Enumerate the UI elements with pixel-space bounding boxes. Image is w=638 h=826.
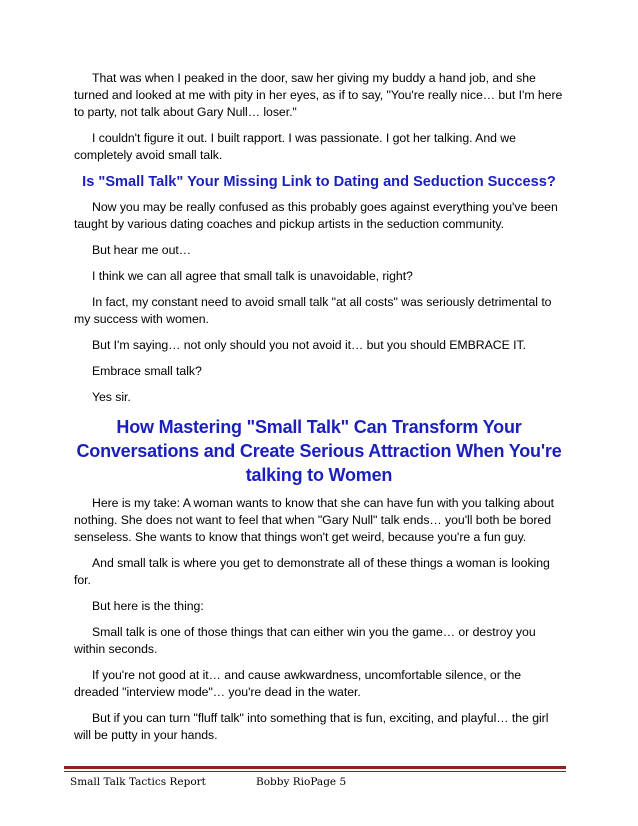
paragraph: Embrace small talk? bbox=[92, 364, 202, 378]
paragraph: That was when I peaked in the door, saw her giving my buddy a hand job, and she turned and looked at me with pity in her eyes, as if to say, "You're really nice… but I'm here to party, not talk about Gary Null… loser." bbox=[74, 71, 563, 119]
paragraph: But I'm saying… not only should you not avoid it… but you should EMBRACE IT. bbox=[92, 338, 526, 352]
paragraph: In fact, my constant need to avoid small talk "at all costs" was seriously detrimental to my success with women. bbox=[74, 295, 552, 326]
paragraph: I couldn't figure it out. I built rapport. I was passionate. I got her talking. And we completely avoid small talk. bbox=[74, 131, 516, 162]
paragraph: Here is my take: A woman wants to know that she can have fun with you talking about nothing. She does not want to feel that when "Gary Null" talk ends… you'll both be bored senseless. She wants to know that things won't get weird, because you're a fun guy. bbox=[74, 496, 555, 544]
footer-rule-thick bbox=[64, 766, 566, 769]
section-heading: How Mastering "Small Talk" Can Transform Your Conversations and Create Serious Attraction When You're talking to Women bbox=[76, 417, 562, 485]
paragraph: Small talk is one of those things that can either win you the game… or destroy you within seconds. bbox=[74, 625, 536, 656]
paragraph: Yes sir. bbox=[92, 390, 131, 404]
paragraph: But hear me out… bbox=[92, 243, 191, 257]
paragraph: And small talk is where you get to demonstrate all of these things a woman is looking for. bbox=[74, 556, 550, 587]
section-subheading: Is "Small Talk" Your Missing Link to Dating and Seduction Success? bbox=[82, 174, 556, 190]
paragraph: But here is the thing: bbox=[92, 599, 204, 613]
paragraph: But if you can turn "fluff talk" into something that is fun, exciting, and playful… the girl will be putty in your hands. bbox=[74, 711, 549, 742]
footer-report-title: Small Talk Tactics Report bbox=[70, 776, 206, 788]
paragraph: If you're not good at it… and cause awkwardness, uncomfortable silence, or the dreaded "interview mode"… you're dead in the water. bbox=[74, 668, 522, 699]
paragraph: Now you may be really confused as this probably goes against everything you've been taught by various dating coaches and pickup artists in the seduction community. bbox=[74, 200, 558, 231]
footer-author-page: Bobby RioPage 5 bbox=[256, 776, 347, 788]
footer-rule-thin bbox=[64, 771, 566, 772]
paragraph: I think we can all agree that small talk is unavoidable, right? bbox=[92, 269, 413, 283]
page-content bbox=[74, 70, 564, 753]
